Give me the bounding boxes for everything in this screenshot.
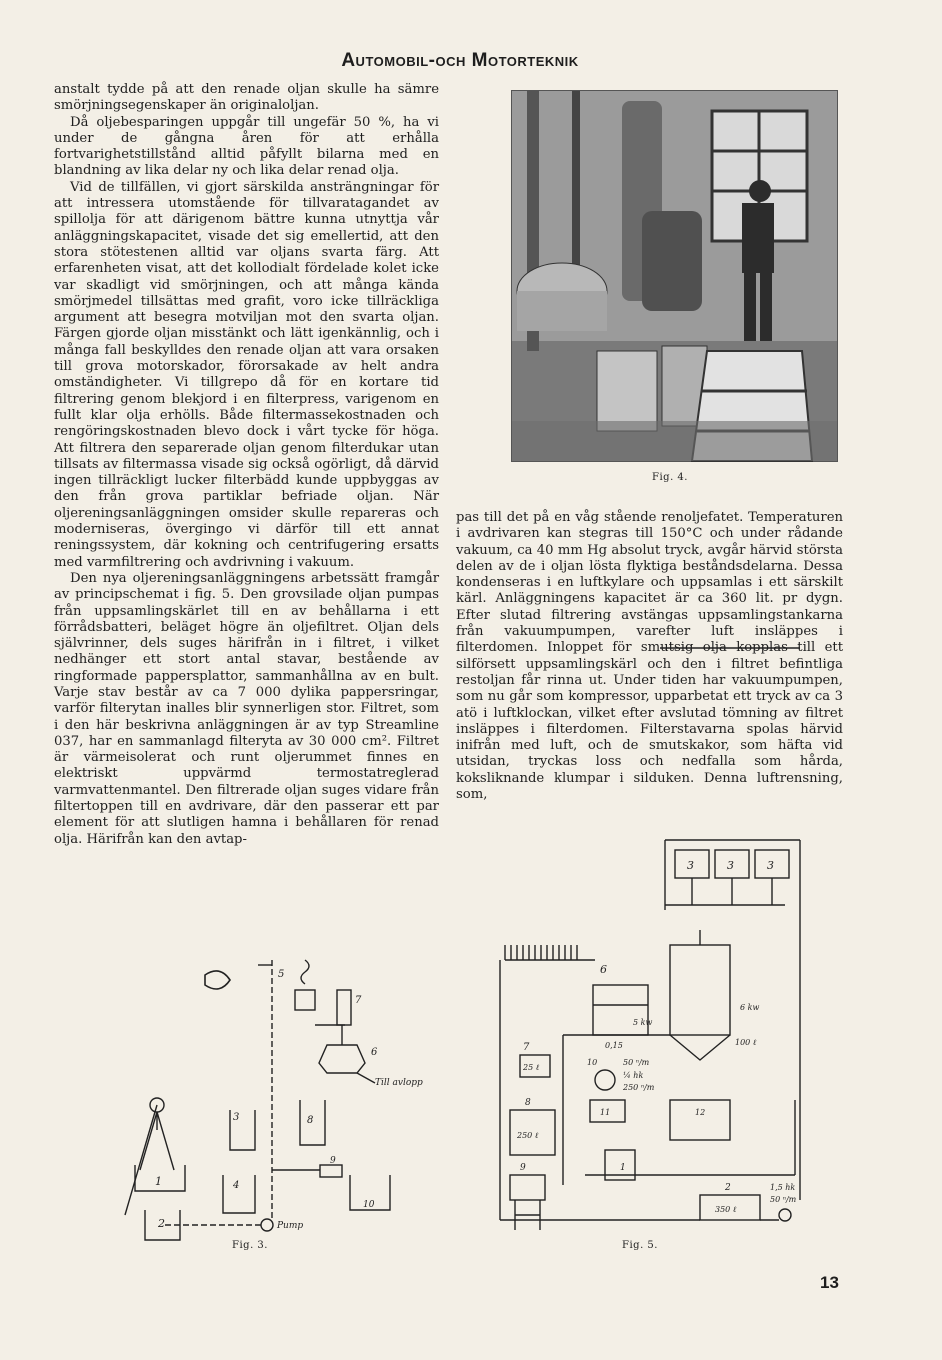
fig5-label: 9 (520, 1163, 526, 1173)
fig5-label: 2 (725, 1183, 731, 1193)
fig3-label: 10 (363, 1200, 375, 1210)
fig5-label: 7 (523, 1042, 530, 1053)
fig5-label: 250 ⁿ/m (623, 1083, 655, 1092)
fig5-label: ¼ hk (623, 1071, 644, 1080)
page-number: 13 (820, 1273, 839, 1292)
fig3-label: 8 (307, 1115, 314, 1126)
left-column (54, 82, 439, 848)
fig5-label: 11 (600, 1108, 611, 1117)
fig5-label: 3 (727, 859, 734, 872)
fig3-label: 1 (155, 1175, 162, 1188)
fig3-label: 7 (355, 995, 362, 1006)
fig4-photo (511, 90, 838, 462)
fig3-label: 9 (330, 1156, 336, 1166)
fig5-label: 350 ℓ (715, 1205, 737, 1214)
fig4-caption: Fig. 4. (652, 472, 688, 483)
fig5-label: 3 (687, 859, 694, 872)
fig5-label: 6 kw (740, 1003, 760, 1012)
fig3-label: 4 (233, 1180, 240, 1191)
fig5-label: 0,15 (605, 1041, 623, 1050)
fig3-label: 6 (371, 1047, 378, 1058)
fig5-label: 50 ⁿ/m (770, 1195, 797, 1204)
fig5-label: 1 (620, 1163, 626, 1173)
fig5-label: 3 (767, 859, 774, 872)
fig3-label: Till avlopp (375, 1078, 423, 1088)
fig5-label: 25 ℓ (523, 1063, 540, 1072)
fig5-label: 6 (600, 963, 607, 976)
fig5-label: 5 kw (633, 1018, 653, 1027)
paragraph: Den nya oljereningsanläggningens arbetssätt framgår av principschemat i fig. 5. Den grovsilade oljan pumpas från uppsamlingskärlet till en av behållarna i ett förrådsbatteri, beläget högre än oljefiltret. Oljan dels självrinner, dels suges härifrån in i filtret, i vilket nedhänger ett stort antal stavar, bestående av ringformade pappersplattor, sammanhållna av en bult. Varje stav består av ca 7 000 dylika pappersringar, varför filterytan inalles blir synnerligen stor. Filtret, som i den här beskrivna anläggningen är av typ Streamline 037, har en sammanlagd filteryta av 30 000 cm². Filtret är värmeisolerat och runt oljerummet finnes en elektriskt uppvärmd termostatreglerad varmvattenmantel. Den filtrerade oljan suges vidare från filtertoppen till en avdrivare, där den passerar ett par element för att slutligen hamna i behållaren för renad olja. Härifrån kan den avtap- (54, 570, 439, 847)
fig3-diagram (105, 955, 423, 1235)
fig5-label: 12 (695, 1108, 706, 1117)
fig5-label: 100 ℓ (735, 1038, 757, 1047)
fig5-label: 250 ℓ (517, 1131, 539, 1140)
paragraph: Då oljebesparingen uppgår till ungefär 50 %, ha vi under de gångna åren för att erhålla fortvarighetstillstånd alltid påfyllt bilarna med en blandning av lika delar ny och lika delar renad olja. (54, 114, 439, 179)
paragraph: anstalt tydde på att den renade oljan skulle ha sämre smörjningsegenskaper än originaloljan. (54, 82, 439, 114)
fig3-caption: Fig. 3. (232, 1240, 268, 1251)
fig5-label: 10 (587, 1058, 598, 1067)
fig5-label: 50 ⁿ/m (623, 1058, 650, 1067)
fig3-label: 3 (233, 1112, 240, 1123)
fig5-label: 8 (525, 1098, 531, 1108)
fig5-diagram (495, 640, 820, 1235)
fig3-label: 5 (278, 969, 285, 980)
fig3-label: Pump (277, 1221, 304, 1231)
running-head: Automobil-och Motorteknik (341, 50, 579, 71)
fig4-illustration (512, 91, 837, 461)
paragraph: pas till det på en våg stående renoljefatet. Temperaturen i avdrivaren kan stegras till 150°C och under rådande vakuum, ca 40 mm Hg absolut tryck, avgår härvid största delen av de i oljan lösta flyktiga beståndsdelarna. Dessa kondenseras i en luftkylare och uppsamlas i ett särskilt kärl. Anläggningens kapacitet är ca 360 lit. pr dygn. Efter slutad filtrering avstängas uppsamlingstankarna från vakuumpumpen, varefter luft insläppes i filterdomen. Inloppet för smutsig olja kopplas till ett silförsett uppsamlingskärl och den i filtret befintliga restoljan får rinna ut. Under tiden har vakuumpumpen, som nu går som kompressor, upparbetat ett tryck av ca 3 atö i luftklockan, vilket efter avslutad tömning av filtret insläppes i filterdomen. Filterstavarna spolas härvid inifrån med luft, och de smutskakor, som häfta vid utsidan, tryckas loss och nedfalla som hårda, koksliknande klumpar i silduken. Denna luftrensning, som, (456, 510, 843, 803)
fig3-label: 2 (158, 1217, 165, 1230)
fig5-label: 1,5 hk (770, 1183, 796, 1192)
paragraph: Vid de tillfällen, vi gjort särskilda ansträngningar för att intressera utomstående för tillvaratagandet av spillolja för att därigenom bättre kunna utnyttja vår anläggningskapacitet, visade det sig emellertid, att den stora stötestenen alltid var oljans svarta färg. Att erfarenheten visat, att det kollodialt fördelade kolet icke var skadligt vid smörjningen, och att många kända smörjmedel tillsättas med grafit, voro icke tillräckliga argument att besegra motviljan mot den svarta oljan. Färgen gjorde oljan misstänkt och lätt igenkännlig, och i många fall beskylldes den renade oljan att vara orsaken till grova motorskador, förorsakade av helt andra omständigheter. Vi tillgrepo då för en kortare tid filtrering genom blekjord i en filterpress, varigenom en fullt klar olja erhölls. Både filtermassekostnaden och rengöringskostnaden blevo dock i vårt tycke för höga. Att filtrera den separerade oljan genom filterdukar utan tillsats av filtermassa visade sig också ogörligt, då därvid ingen tillräckligt lucker filterbädd kunde uppbyggas av den från grova partiklar befriade oljan. När oljereningsanläggningen omsider skulle repareras och moderniseras, övergingo vi därför till ett annat reningssystem, där kokning och centrifugering ersatts med varmfiltrering och avdrivning i vakuum. (54, 179, 439, 570)
fig5-caption: Fig. 5. (622, 1240, 658, 1251)
